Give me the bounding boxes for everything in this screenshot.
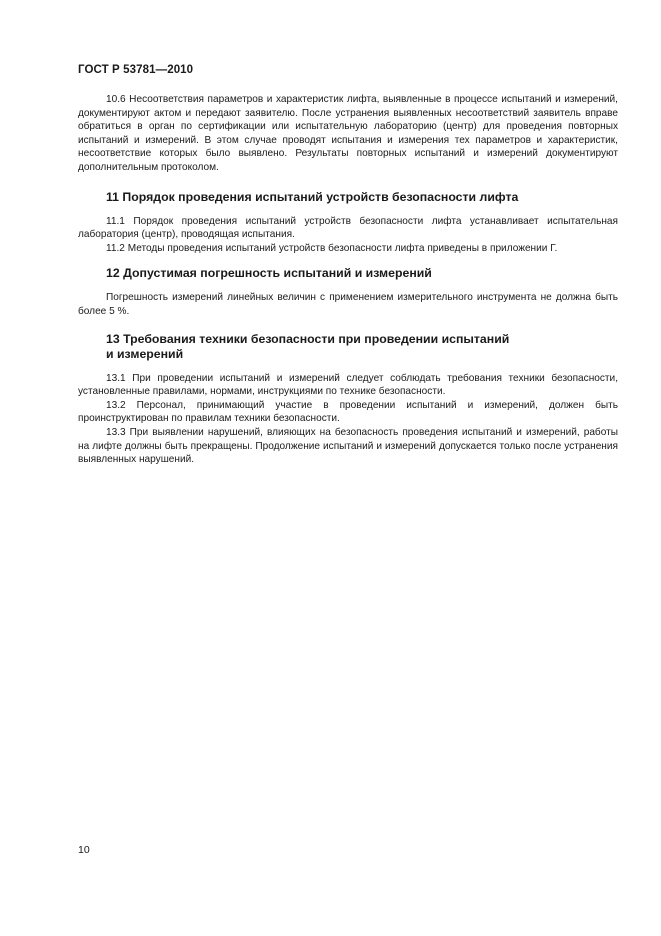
section-12-heading: 12 Допустимая погрешность испытаний и измерений bbox=[106, 266, 432, 281]
paragraph-13-2: 13.2 Персонал, принимающий участие в проведении испытаний и измерений, должен быть проинструктирован по правилам техники безопасности. bbox=[78, 399, 618, 425]
page-body bbox=[78, 93, 618, 467]
document-header: ГОСТ Р 53781—2010 bbox=[78, 64, 194, 76]
section-13-heading bbox=[78, 332, 618, 362]
paragraph-13-1: 13.1 При проведении испытаний и измерений следует соблюдать требования техники безопасности, установленные правилами, нормами, инструкциями по технике безопасности. bbox=[78, 372, 618, 398]
section-11-heading: 11 Порядок проведения испытаний устройств безопасности лифта bbox=[106, 189, 519, 204]
page-number: 10 bbox=[78, 844, 90, 856]
paragraph-11-1: 11.1 Порядок проведения испытаний устройств безопасности лифта устанавливает испытательная лаборатория (центр), проводящая испытания. bbox=[78, 215, 618, 241]
section-13-heading-line2: и измерений bbox=[106, 346, 184, 361]
paragraph-10-6: 10.6 Несоответствия параметров и характеристик лифта, выявленные в процессе испытаний и измерений, документируют актом и передают заявителю. После устранения выявленных несоответствий заявитель вправе обратиться в орган по сертификации или испытательную лабораторию (центр) для проведения повторных испытаний и измерений. В этом случае проводят испытания и измерения тех параметров и характеристик, несоответствие которых было выявлено. Результаты повторных испытаний и измерений документируют дополнительным протоколом. bbox=[78, 94, 618, 173]
paragraph-13-3: 13.3 При выявлении нарушений, влияющих на безопасность проведения испытаний и измерений, работы на лифте должны быть прекращены. Продолжение испытаний и измерений допускается только после устранения выявленных нарушений. bbox=[78, 426, 618, 466]
paragraph-12: Погрешность измерений линейных величин с применением измерительного инструмента не должна быть более 5 %. bbox=[78, 292, 618, 317]
section-13-heading-line1: 13 Требования техники безопасности при проведении испытаний bbox=[106, 331, 510, 346]
paragraph-11-2: 11.2 Методы проведения испытаний устройств безопасности лифта приведены в приложении Г. bbox=[106, 242, 558, 254]
